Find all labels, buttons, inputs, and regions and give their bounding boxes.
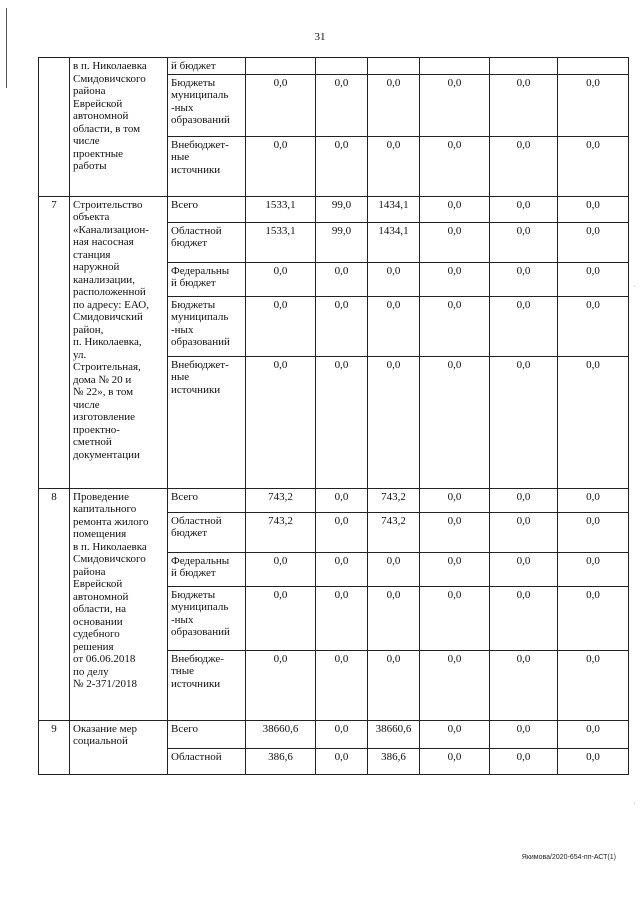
amount-cell: 0,0: [420, 136, 490, 196]
amount-cell: 743,2: [368, 488, 420, 512]
amount-cell: 0,0: [558, 748, 629, 774]
amount-cell: 0,0: [420, 748, 490, 774]
amount-cell: 99,0: [316, 196, 368, 222]
amount-cell: 0,0: [316, 720, 368, 748]
amount-cell: 0,0: [420, 488, 490, 512]
amount-cell: 1434,1: [368, 222, 420, 262]
amount-cell: 0,0: [420, 552, 490, 586]
amount-cell: 0,0: [368, 586, 420, 650]
amount-cell: 0,0: [490, 136, 558, 196]
amount-cell: 0,0: [368, 74, 420, 136]
amount-cell: 743,2: [246, 488, 316, 512]
amount-cell: 0,0: [246, 262, 316, 296]
amount-cell: 386,6: [368, 748, 420, 774]
amount-cell: 0,0: [316, 748, 368, 774]
row-number: [39, 58, 70, 197]
budget-table-body: [39, 58, 629, 775]
amount-cell: 1533,1: [246, 222, 316, 262]
amount-cell: 0,0: [490, 586, 558, 650]
amount-cell: 38660,6: [368, 720, 420, 748]
funding-source: Областной бюджет: [168, 512, 246, 552]
amount-cell: 38660,6: [246, 720, 316, 748]
amount-cell: 0,0: [490, 552, 558, 586]
funding-source: Внебюджет- ные источники: [168, 356, 246, 488]
funding-source: Внебюдже- тные источники: [168, 650, 246, 720]
funding-source: Всего: [168, 488, 246, 512]
amount-cell: 0,0: [490, 74, 558, 136]
funding-source: Бюджеты муниципаль -ных образований: [168, 74, 246, 136]
amount-cell: 0,0: [490, 356, 558, 488]
amount-cell: 0,0: [368, 552, 420, 586]
amount-cell: 0,0: [558, 222, 629, 262]
table-row: [39, 720, 629, 748]
scan-edge-mark: ·: [633, 283, 636, 290]
amount-cell: 0,0: [558, 720, 629, 748]
amount-cell: 0,0: [490, 262, 558, 296]
amount-cell: [316, 58, 368, 75]
amount-cell: 0,0: [558, 488, 629, 512]
table-row: [39, 196, 629, 222]
amount-cell: 0,0: [558, 262, 629, 296]
amount-cell: 0,0: [316, 552, 368, 586]
amount-cell: 0,0: [558, 136, 629, 196]
amount-cell: 0,0: [420, 586, 490, 650]
amount-cell: 0,0: [420, 262, 490, 296]
amount-cell: 0,0: [368, 136, 420, 196]
page-number: 31: [314, 31, 326, 43]
amount-cell: 0,0: [246, 136, 316, 196]
row-number: 9: [39, 720, 70, 774]
amount-cell: 0,0: [316, 136, 368, 196]
amount-cell: 0,0: [420, 296, 490, 356]
amount-cell: 0,0: [490, 296, 558, 356]
amount-cell: 0,0: [316, 488, 368, 512]
amount-cell: 99,0: [316, 222, 368, 262]
amount-cell: 0,0: [420, 74, 490, 136]
amount-cell: 1434,1: [368, 196, 420, 222]
amount-cell: 0,0: [558, 650, 629, 720]
amount-cell: 0,0: [368, 262, 420, 296]
amount-cell: 743,2: [368, 512, 420, 552]
amount-cell: 0,0: [558, 552, 629, 586]
amount-cell: 0,0: [490, 222, 558, 262]
amount-cell: [368, 58, 420, 75]
funding-source: Бюджеты муниципаль -ных образований: [168, 296, 246, 356]
amount-cell: 0,0: [558, 296, 629, 356]
amount-cell: 0,0: [558, 586, 629, 650]
amount-cell: 0,0: [316, 74, 368, 136]
document-code: Якимова/2020-654-пп-АСТ(1): [521, 854, 616, 861]
amount-cell: 0,0: [490, 720, 558, 748]
amount-cell: 0,0: [420, 356, 490, 488]
funding-source: Внебюджет- ные источники: [168, 136, 246, 196]
amount-cell: [490, 58, 558, 75]
table-row: [39, 58, 629, 75]
amount-cell: 0,0: [490, 650, 558, 720]
amount-cell: 0,0: [490, 196, 558, 222]
funding-source: Областной: [168, 748, 246, 774]
amount-cell: 0,0: [420, 222, 490, 262]
amount-cell: 0,0: [490, 748, 558, 774]
amount-cell: 0,0: [558, 512, 629, 552]
amount-cell: 0,0: [246, 552, 316, 586]
amount-cell: 0,0: [316, 296, 368, 356]
amount-cell: [246, 58, 316, 75]
object-description: Проведение капитального ремонта жилого помещения в п. Николаевка Смидовичского района Еврейской автономной области, на основании судебного решения от 06.06.2018 по делу № 2-371/2018: [70, 488, 168, 720]
amount-cell: [558, 58, 629, 75]
funding-source: Бюджеты муниципаль -ных образований: [168, 586, 246, 650]
amount-cell: 0,0: [368, 356, 420, 488]
amount-cell: [420, 58, 490, 75]
funding-source: Всего: [168, 720, 246, 748]
amount-cell: 0,0: [316, 356, 368, 488]
object-description: Строительство объекта «Канализацион- ная насосная станция наружной канализации, расположенной по адресу: ЕАО, Смидовичский район, п. Николаевка, ул. Строительная, дома № 20 и № 22», в том числе изготовление проектно- сметной документации: [70, 196, 168, 488]
scan-margin-line: [6, 8, 7, 88]
amount-cell: 0,0: [246, 74, 316, 136]
amount-cell: 0,0: [420, 650, 490, 720]
row-number: 7: [39, 196, 70, 488]
amount-cell: 0,0: [558, 74, 629, 136]
amount-cell: 0,0: [420, 196, 490, 222]
amount-cell: 386,6: [246, 748, 316, 774]
budget-table: [38, 57, 629, 775]
row-number: 8: [39, 488, 70, 720]
funding-source: Всего: [168, 196, 246, 222]
amount-cell: 0,0: [558, 356, 629, 488]
object-description: в п. Николаевка Смидовичского района Еврейской автономной области, в том числе проектные работы: [70, 58, 168, 197]
amount-cell: 0,0: [316, 650, 368, 720]
amount-cell: 0,0: [316, 586, 368, 650]
amount-cell: 0,0: [246, 586, 316, 650]
amount-cell: 0,0: [246, 296, 316, 356]
funding-source: Федеральны й бюджет: [168, 262, 246, 296]
amount-cell: 0,0: [316, 262, 368, 296]
amount-cell: 0,0: [316, 512, 368, 552]
amount-cell: 743,2: [246, 512, 316, 552]
object-description: Оказание мер социальной: [70, 720, 168, 774]
funding-source: Федеральны й бюджет: [168, 552, 246, 586]
funding-source: й бюджет: [168, 58, 246, 75]
amount-cell: 0,0: [368, 296, 420, 356]
table-row: [39, 488, 629, 512]
funding-source: Областной бюджет: [168, 222, 246, 262]
amount-cell: 1533,1: [246, 196, 316, 222]
amount-cell: 0,0: [246, 650, 316, 720]
amount-cell: 0,0: [558, 196, 629, 222]
amount-cell: 0,0: [246, 356, 316, 488]
amount-cell: 0,0: [490, 512, 558, 552]
amount-cell: 0,0: [490, 488, 558, 512]
amount-cell: 0,0: [368, 650, 420, 720]
amount-cell: 0,0: [420, 720, 490, 748]
scan-edge-mark: ·: [633, 800, 636, 807]
amount-cell: 0,0: [420, 512, 490, 552]
